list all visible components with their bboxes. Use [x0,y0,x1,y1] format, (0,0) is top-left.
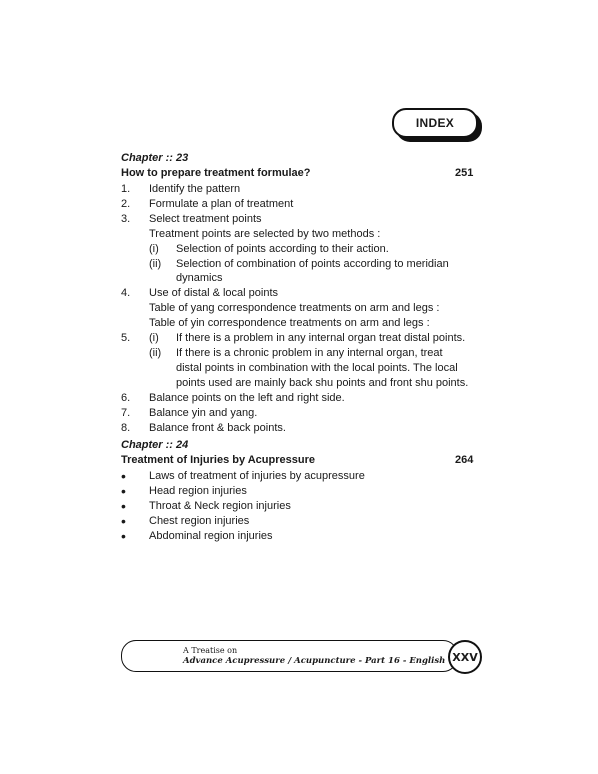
list-item: 3. Select treatment points [121,213,262,225]
list-item: 1. Identify the pattern [121,183,241,195]
list-item: dynamics [176,272,223,284]
list-item: 6. Balance points on the left and right side. [121,392,345,404]
list-item: 8. Balance front & back points. [121,422,286,434]
index-heading-box [392,108,478,138]
page-number-badge [448,640,482,674]
chapter-24-page-number: 264 [455,454,474,466]
chapter-23-label: Chapter :: 23 [121,152,189,164]
chapter-24-label: Chapter :: 24 [121,439,189,451]
bullet-icon: • [121,483,126,499]
chapter-24-title: Treatment of Injuries by Acupressure [121,454,315,466]
list-item: (i) Selection of points according to their action. [149,243,389,255]
list-item: Treatment points are selected by two methods : [149,228,381,240]
list-item: 4. Use of distal & local points [121,287,279,299]
list-item: distal points in combination with the local points. The local [176,362,458,374]
list-item: • Throat & Neck region injuries [121,498,291,514]
footer-text [183,646,445,666]
bullet-icon: • [121,498,126,514]
list-item: • Laws of treatment of injuries by acupressure [121,468,365,484]
list-item: points used are mainly back shu points and front shu points. [176,377,469,389]
footer-book-title: Advance Acupressure / Acupuncture - Part 16 - English [183,656,446,666]
list-item: Table of yang correspondence treatments on arm and legs : [149,302,440,314]
bullet-icon: • [121,528,126,544]
index-heading: INDEX [415,116,455,130]
list-item: • Chest region injuries [121,513,250,529]
chapter-23-page-number: 251 [455,167,474,179]
list-item: 7. Balance yin and yang. [121,407,258,419]
page-number: XXV [452,650,478,664]
bullet-icon: • [121,513,126,529]
list-item: 2. Formulate a plan of treatment [121,198,294,210]
list-item: Table of yin correspondence treatments on arm and legs : [149,317,430,329]
footer-series-line: A Treatise on [183,646,238,655]
bullet-icon: • [121,468,126,484]
list-item: (ii) Selection of combination of points according to meridian [149,258,449,270]
list-item: (ii) If there is a chronic problem in any internal organ, treat [149,347,443,359]
list-item: 5. (i) If there is a problem in any internal organ treat distal points. [121,332,466,344]
chapter-23-title: How to prepare treatment formulae? [121,167,311,179]
list-item: • Head region injuries [121,483,247,499]
list-item: • Abdominal region injuries [121,528,273,544]
